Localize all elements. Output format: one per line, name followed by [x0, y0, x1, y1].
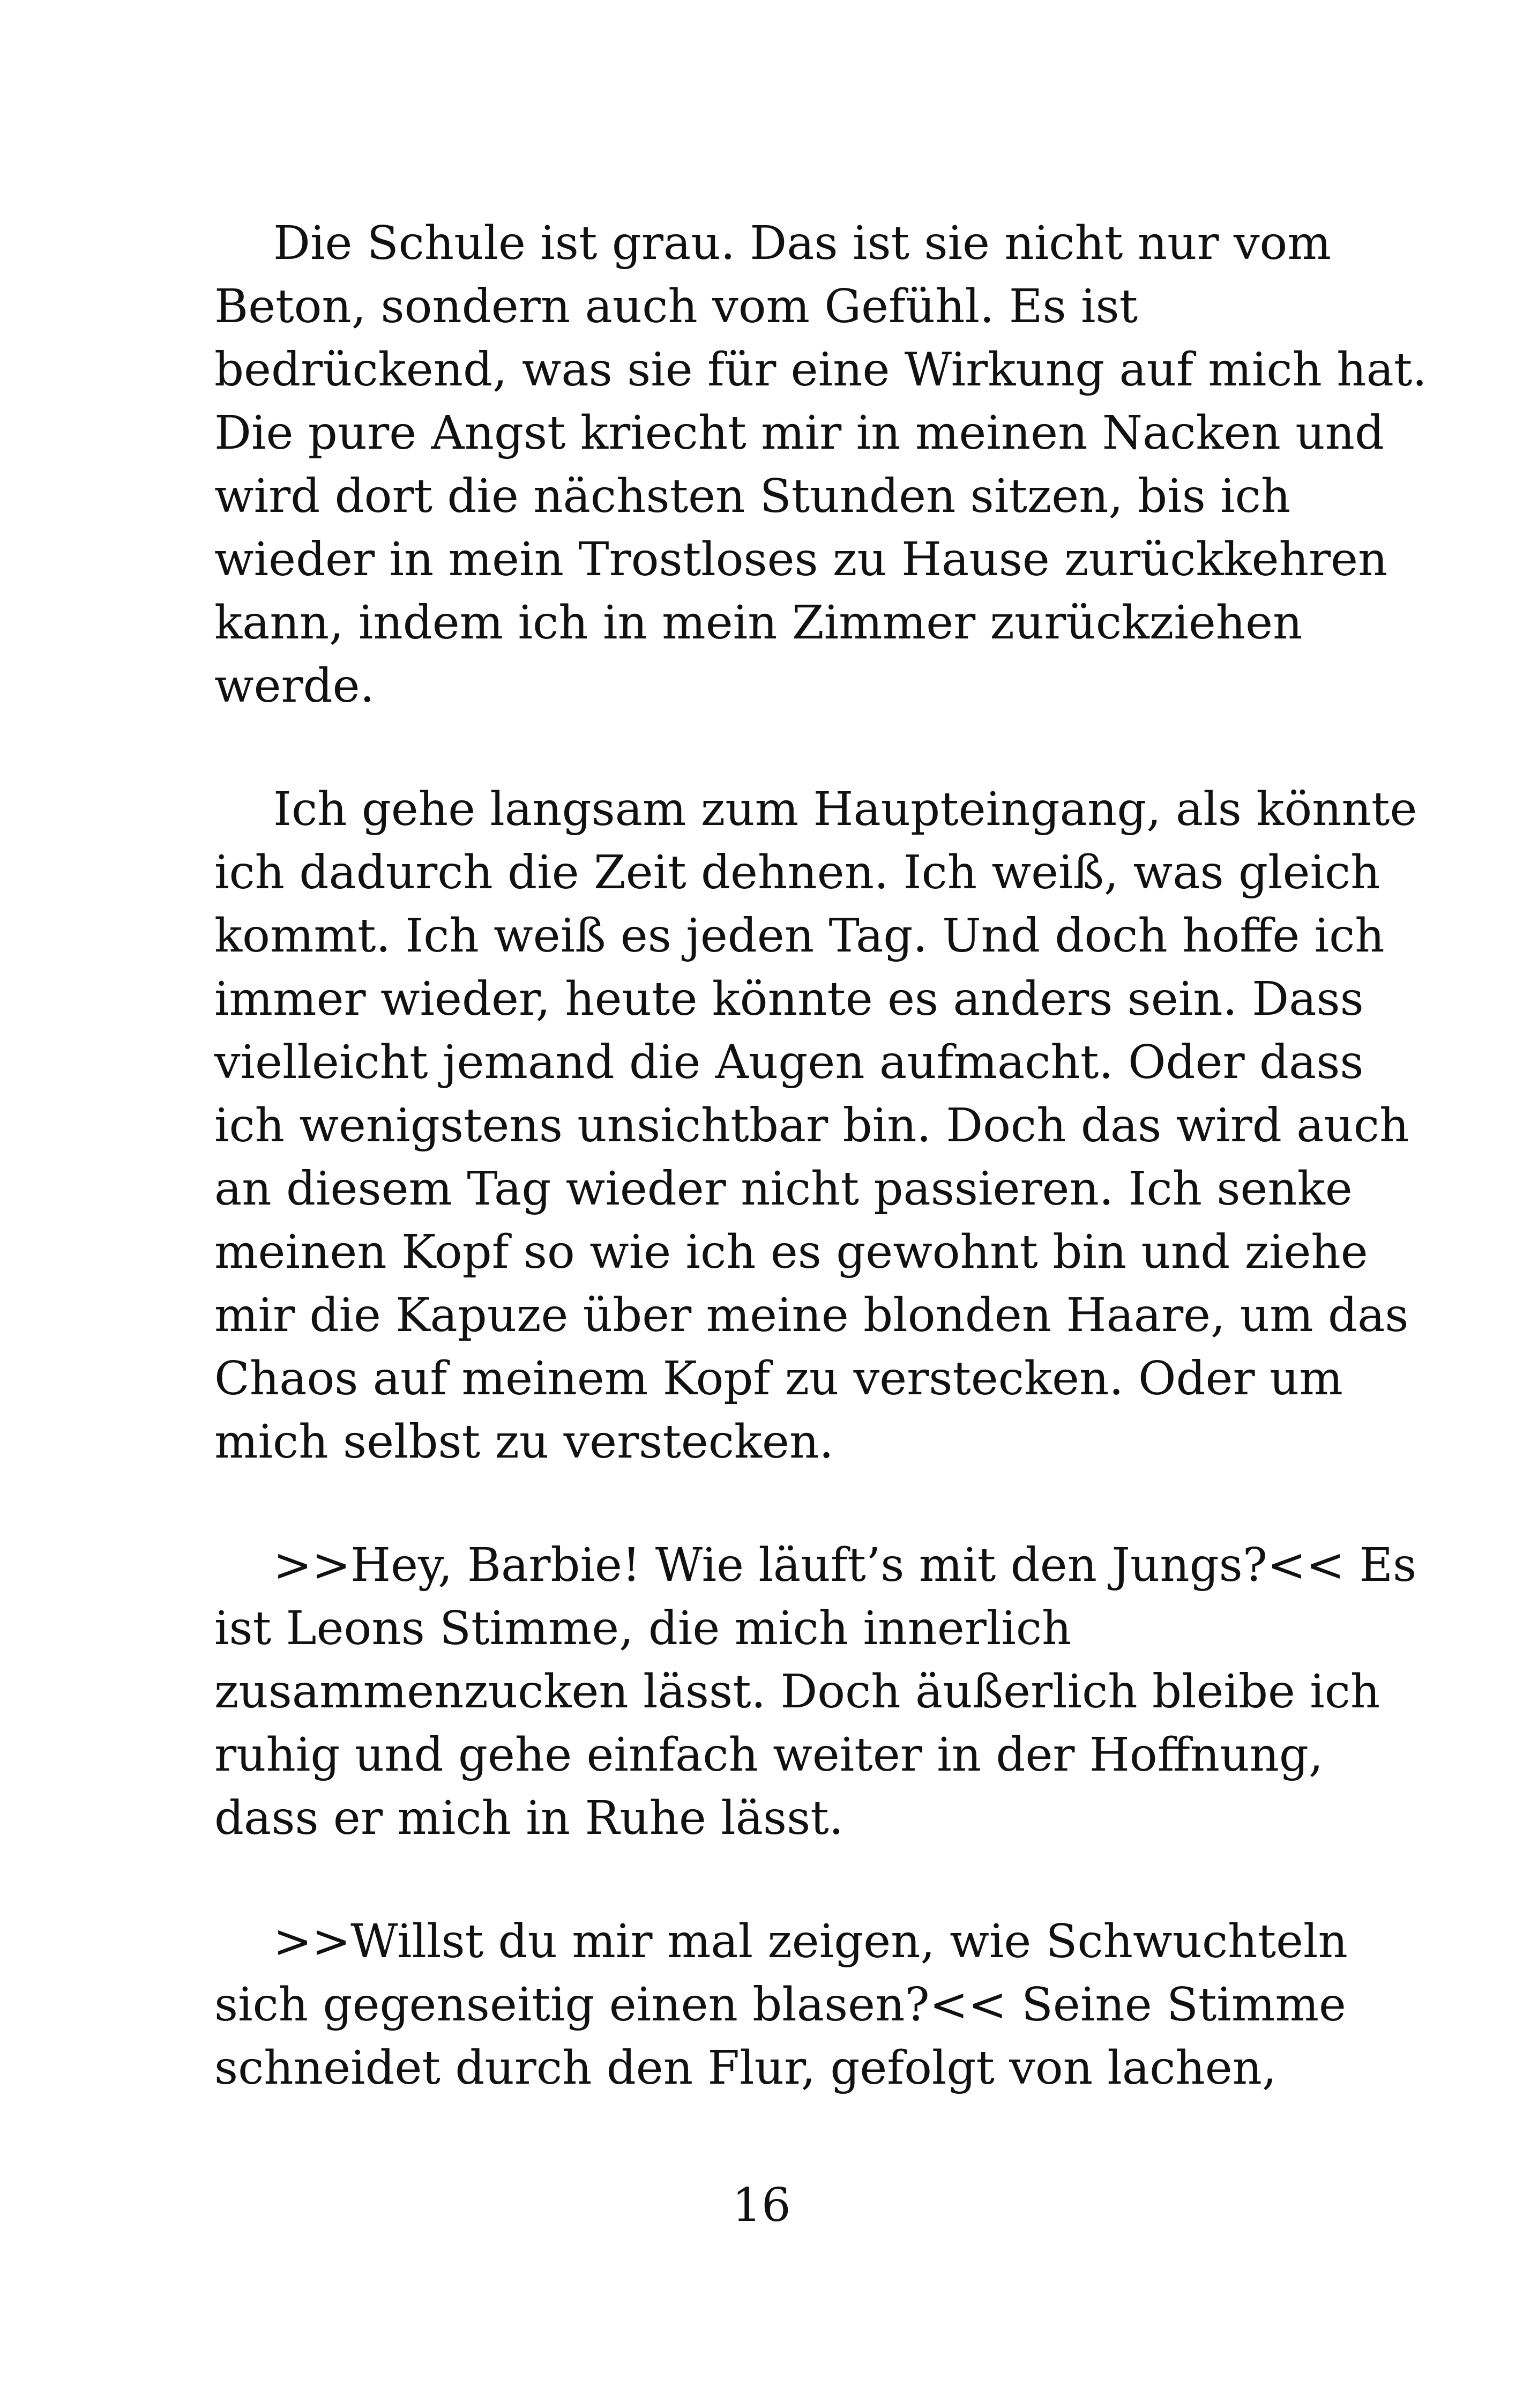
text-line: wieder in mein Trostloses zu Hause zurückkehren [214, 533, 1388, 586]
text-line: ruhig und gehe einfach weiter in der Hoffnung, [214, 1728, 1324, 1782]
text-line: Die Schule ist grau. Das ist sie nicht nur vom [273, 217, 1331, 270]
paragraph-3 [214, 1534, 1417, 1850]
text-line: zusammenzucken lässt. Doch äußerlich bleibe ich [214, 1665, 1380, 1719]
page-number: 16 [732, 2179, 791, 2232]
text-line: an diesem Tag wieder nicht passieren. Ich senke [214, 1162, 1353, 1216]
text-line: kann, indem ich in mein Zimmer zurückziehen [214, 596, 1303, 650]
text-line: Ich gehe langsam zum Haupteingang, als könnte [273, 783, 1417, 836]
text-line: Chaos auf meinem Kopf zu verstecken. Oder um [214, 1352, 1343, 1406]
text-line: mich selbst zu verstecken. [214, 1415, 834, 1469]
paragraph-4 [214, 1910, 1348, 2100]
text-line: kommt. Ich weiß es jeden Tag. Und doch hoffe ich [214, 909, 1385, 963]
paragraph-2 [214, 778, 1417, 1474]
text-line: sich gegenseitig einen blasen?<< Seine Stimme [214, 1978, 1346, 2032]
text-line: >>Willst du mir mal zeigen, wie Schwuchteln [273, 1915, 1348, 1968]
text-line: werde. [214, 659, 375, 713]
text-line: Die pure Angst kriecht mir in meinen Nacken und [214, 406, 1385, 460]
text-line: immer wieder, heute könnte es anders sein. Dass [214, 972, 1364, 1026]
text-line: wird dort die nächsten Stunden sitzen, bis ich [214, 470, 1291, 523]
text-line: meinen Kopf so wie ich es gewohnt bin und ziehe [214, 1225, 1368, 1279]
text-line: ist Leons Stimme, die mich innerlich [214, 1602, 1072, 1655]
text-line: vielleicht jemand die Augen aufmacht. Oder dass [214, 1036, 1364, 1089]
text-line: bedrückend, was sie für eine Wirkung auf mich hat. [214, 343, 1427, 397]
text-line: mir die Kapuze über meine blonden Haare, um das [214, 1289, 1409, 1342]
paragraph-1 [214, 212, 1427, 718]
text-line: ich dadurch die Zeit dehnen. Ich weiß, was gleich [214, 846, 1380, 900]
text-line: Beton, sondern auch vom Gefühl. Es ist [214, 280, 1138, 333]
text-line: ich wenigstens unsichtbar bin. Doch das wird auch [214, 1099, 1409, 1153]
text-line: dass er mich in Ruhe lässt. [214, 1792, 844, 1845]
text-line: schneidet durch den Flur, gefolgt von lachen, [214, 2041, 1277, 2095]
body-text [214, 212, 1427, 2160]
text-line: >>Hey, Barbie! Wie läuft’s mit den Jungs?<< Es [273, 1539, 1417, 1592]
